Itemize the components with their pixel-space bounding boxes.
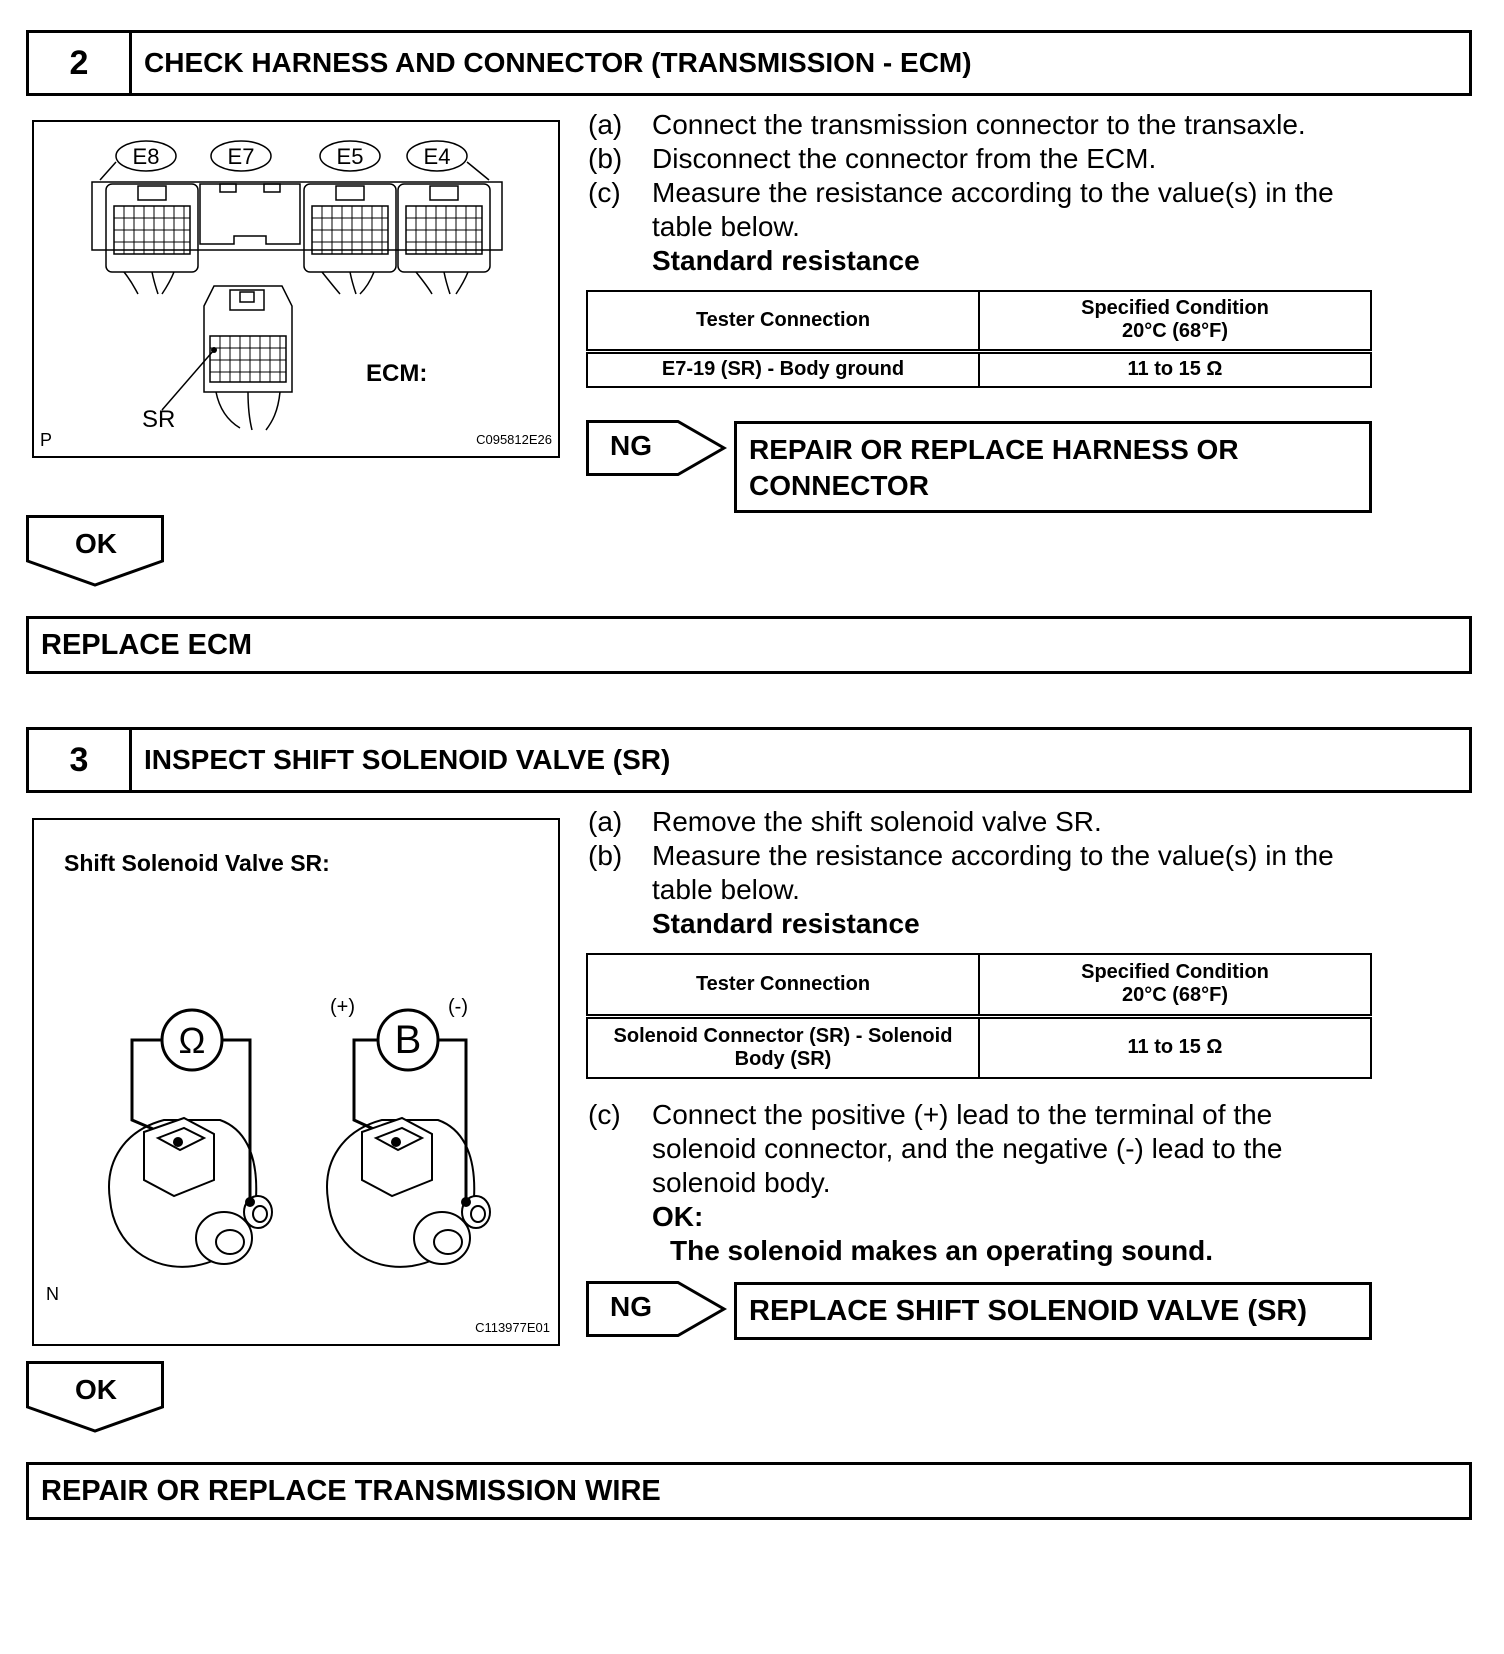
step3-ng-arrow bbox=[586, 1281, 728, 1337]
step3-title: INSPECT SHIFT SOLENOID VALVE (SR) bbox=[144, 744, 671, 775]
row-tester-line1: Solenoid Connector (SR) - Solenoid bbox=[613, 1024, 953, 1047]
step3-ok-label: OK bbox=[75, 1374, 117, 1405]
ecm-label: ECM: bbox=[366, 360, 428, 387]
instruction-text-line2: table below. bbox=[652, 874, 800, 905]
ng-result-line2: CONNECTOR bbox=[749, 470, 929, 501]
row-spec: 11 to 15 Ω bbox=[979, 351, 1371, 387]
instruction-text: Connect the positive (+) lead to the terminal of the bbox=[652, 1099, 1273, 1130]
step2-title: CHECK HARNESS AND CONNECTOR (TRANSMISSION - ECM) bbox=[144, 47, 972, 78]
step2-instruction-b bbox=[588, 141, 1468, 177]
instruction-text-line2: solenoid connector, and the negative (-) lead to the bbox=[652, 1133, 1283, 1164]
minus-label: (-) bbox=[448, 996, 468, 1018]
connector-label-e8: E8 bbox=[132, 144, 160, 169]
step3-ok-condition: The solenoid makes an operating sound. bbox=[670, 1235, 1213, 1266]
step3-figure bbox=[32, 818, 560, 1346]
instruction-label: (c) bbox=[588, 1099, 621, 1130]
step2-ng-label: NG bbox=[610, 430, 652, 461]
sr-label: SR bbox=[142, 406, 176, 433]
row-tester-line2: Body (SR) bbox=[734, 1047, 832, 1070]
figure-title: Shift Solenoid Valve SR: bbox=[64, 850, 330, 876]
header-spec-line1: Specified Condition bbox=[1081, 297, 1269, 320]
instruction-text: Remove the shift solenoid valve SR. bbox=[652, 806, 1102, 837]
ng-result-line1: REPAIR OR REPLACE HARNESS OR bbox=[749, 434, 1239, 465]
step2-number: 2 bbox=[69, 43, 89, 82]
row-tester bbox=[587, 1016, 979, 1078]
ecm-connector-diagram bbox=[34, 122, 558, 456]
step3-standard-label: Standard resistance bbox=[652, 908, 920, 939]
figure-code: C095812E26 bbox=[476, 432, 552, 447]
step2-spec-table bbox=[586, 290, 1372, 388]
battery-symbol: B bbox=[394, 1018, 422, 1062]
connector-label-e5: E5 bbox=[336, 144, 364, 169]
step3-ng-label: NG bbox=[610, 1291, 652, 1322]
header-spec-line1: Specified Condition bbox=[1081, 961, 1269, 984]
instruction-label: (a) bbox=[588, 806, 623, 837]
instruction-label: (c) bbox=[588, 177, 621, 208]
connector-label-e4: E4 bbox=[423, 144, 451, 169]
header-spec-line2: 20°C (68°F) bbox=[1121, 984, 1229, 1007]
instruction-text: Measure the resistance according to the value(s) in the bbox=[652, 840, 1334, 871]
plus-label: (+) bbox=[330, 996, 355, 1018]
instruction-text: Connect the transmission connector to the transaxle. bbox=[652, 109, 1306, 140]
step3-number: 3 bbox=[69, 740, 89, 779]
instruction-label: (b) bbox=[588, 143, 623, 174]
instruction-text: Measure the resistance according to the value(s) in the bbox=[652, 177, 1334, 208]
row-tester: E7-19 (SR) - Body ground bbox=[587, 351, 979, 387]
step2-figure bbox=[32, 120, 560, 458]
step2-ok-result: REPLACE ECM bbox=[26, 616, 1472, 674]
step3-instruction-a bbox=[588, 804, 1468, 840]
instruction-label: (a) bbox=[588, 109, 623, 140]
step3-ng-result: REPLACE SHIFT SOLENOID VALVE (SR) bbox=[734, 1282, 1372, 1340]
figure-corner-letter: N bbox=[46, 1284, 59, 1304]
step3-ok-heading: OK: bbox=[652, 1201, 704, 1232]
header-spec-line2: 20°C (68°F) bbox=[1121, 320, 1229, 343]
step3-ok-result: REPAIR OR REPLACE TRANSMISSION WIRE bbox=[26, 1462, 1472, 1520]
instruction-text: Disconnect the connector from the ECM. bbox=[652, 143, 1157, 174]
header-spec bbox=[979, 954, 1371, 1016]
step2-instruction-c bbox=[588, 175, 1468, 247]
step2-instruction-a bbox=[588, 107, 1468, 143]
connector-label-e7: E7 bbox=[227, 144, 255, 169]
header-tester: Tester Connection bbox=[587, 954, 979, 1016]
solenoid-test-diagram bbox=[34, 820, 558, 1344]
step2-ok-label: OK bbox=[75, 528, 117, 559]
step2-standard-label: Standard resistance bbox=[652, 245, 920, 276]
header-tester: Tester Connection bbox=[587, 291, 979, 351]
figure-corner-letter: P bbox=[40, 430, 53, 450]
step2-ng-arrow bbox=[586, 420, 728, 476]
row-spec: 11 to 15 Ω bbox=[979, 1016, 1371, 1078]
step3-instruction-c bbox=[588, 1097, 1468, 1205]
step2-ng-result bbox=[734, 421, 1372, 513]
header-spec bbox=[979, 291, 1371, 351]
instruction-label: (b) bbox=[588, 840, 623, 871]
instruction-text-line2: table below. bbox=[652, 211, 800, 242]
step3-spec-table bbox=[586, 953, 1372, 1079]
step3-instruction-b bbox=[588, 838, 1468, 910]
ohmmeter-symbol: Ω bbox=[178, 1020, 206, 1061]
figure-code: C113977E01 bbox=[475, 1320, 550, 1335]
instruction-text-line3: solenoid body. bbox=[652, 1167, 831, 1198]
